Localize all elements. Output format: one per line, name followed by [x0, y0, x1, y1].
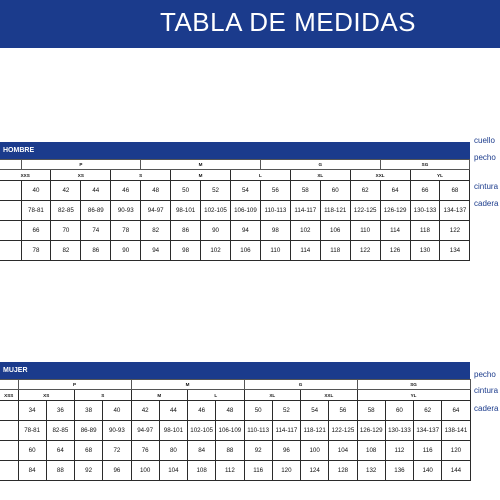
value-cell: 118	[320, 241, 350, 261]
value-cell: 48	[216, 401, 244, 421]
value-cell: 74	[81, 221, 111, 241]
value-cell: 116	[244, 461, 272, 481]
value-cell: 144	[442, 461, 470, 481]
value-cell: 82	[141, 221, 171, 241]
value-cell: 130-133	[410, 201, 440, 221]
value-cell: 100	[301, 441, 329, 461]
value-cell: 88	[46, 461, 74, 481]
value-cell: 102	[201, 241, 231, 261]
size-cell: XS	[51, 170, 111, 181]
size-row	[0, 170, 470, 181]
size-cell: XXL	[301, 390, 358, 401]
value-cell: 44	[159, 401, 187, 421]
value-cell: 122	[350, 241, 380, 261]
value-cell: 126	[380, 241, 410, 261]
value-cell: 60	[320, 181, 350, 201]
value-cell: 102	[290, 221, 320, 241]
value-cell: 124	[301, 461, 329, 481]
value-cell: 128	[329, 461, 357, 481]
value-cell: 88	[216, 441, 244, 461]
value-cell: 118-121	[301, 421, 329, 441]
value-cell: 112	[385, 441, 413, 461]
value-cell: 96	[272, 441, 300, 461]
group-cell	[0, 160, 21, 170]
group-cell: G	[260, 160, 380, 170]
value-cell: 86	[81, 241, 111, 261]
value-cell: 80	[159, 441, 187, 461]
group-cell: P	[21, 160, 141, 170]
side-label-cintura: cintura	[474, 182, 499, 191]
table-row-pecho-range	[0, 421, 470, 441]
value-cell: 42	[131, 401, 159, 421]
value-cell: 108	[357, 441, 385, 461]
row-label-cell	[0, 441, 18, 461]
value-cell: 58	[290, 181, 320, 201]
size-cell: XL	[244, 390, 301, 401]
size-cell: XXS	[0, 170, 51, 181]
side-label-pecho: pecho	[474, 370, 496, 379]
value-cell: 34	[18, 401, 46, 421]
size-cell: M	[171, 170, 231, 181]
value-cell: 132	[357, 461, 385, 481]
size-cell: YL	[357, 390, 470, 401]
value-cell: 38	[75, 401, 103, 421]
size-cell: YL	[410, 170, 470, 181]
value-cell: 94-97	[141, 201, 171, 221]
value-cell: 130-133	[385, 421, 413, 441]
value-cell: 106-109	[216, 421, 244, 441]
group-row	[0, 160, 470, 170]
value-cell: 90-93	[103, 421, 131, 441]
value-cell: 118	[410, 221, 440, 241]
value-cell: 108	[188, 461, 216, 481]
value-cell: 84	[18, 461, 46, 481]
value-cell: 72	[103, 441, 131, 461]
value-cell: 104	[159, 461, 187, 481]
value-cell: 60	[18, 441, 46, 461]
value-cell: 122-125	[329, 421, 357, 441]
value-cell: 54	[230, 181, 260, 201]
value-cell: 78	[111, 221, 141, 241]
row-label-cell	[0, 241, 21, 261]
side-label-pecho: pecho	[474, 153, 496, 162]
table-row-cadera	[0, 241, 470, 261]
row-label-cell	[0, 221, 21, 241]
table-row-cintura	[0, 441, 470, 461]
value-cell: 136	[385, 461, 413, 481]
value-cell: 126-129	[380, 201, 410, 221]
value-cell: 48	[141, 181, 171, 201]
size-cell: S	[111, 170, 171, 181]
size-cell: M	[131, 390, 188, 401]
value-cell: 44	[81, 181, 111, 201]
value-cell: 94	[141, 241, 171, 261]
value-cell: 50	[171, 181, 201, 201]
value-cell: 40	[103, 401, 131, 421]
value-cell: 86	[171, 221, 201, 241]
value-cell: 54	[301, 401, 329, 421]
value-cell: 98	[171, 241, 201, 261]
value-cell: 62	[350, 181, 380, 201]
page-title: TABLA DE MEDIDAS	[160, 7, 417, 37]
table-row-pecho	[0, 201, 470, 221]
value-cell: 120	[442, 441, 470, 461]
value-cell: 50	[244, 401, 272, 421]
value-cell: 52	[272, 401, 300, 421]
value-cell: 134	[440, 241, 470, 261]
row-label-cell	[0, 401, 18, 421]
value-cell: 64	[442, 401, 470, 421]
value-cell: 106-109	[230, 201, 260, 221]
value-cell: 106	[230, 241, 260, 261]
value-cell: 92	[75, 461, 103, 481]
value-cell: 86-89	[75, 421, 103, 441]
value-cell: 102-105	[201, 201, 231, 221]
value-cell: 78	[21, 241, 51, 261]
value-cell: 84	[188, 441, 216, 461]
row-label-cell	[0, 181, 21, 201]
group-cell: SG	[357, 380, 470, 390]
value-cell: 82-85	[51, 201, 81, 221]
value-cell: 78-81	[21, 201, 51, 221]
size-table-hombre	[0, 159, 470, 261]
section-header-mujer: MUJER	[0, 362, 470, 379]
size-row	[0, 390, 470, 401]
group-cell	[0, 380, 18, 390]
side-label-cintura: cintura	[474, 386, 499, 395]
value-cell: 98-101	[171, 201, 201, 221]
value-cell: 96	[103, 461, 131, 481]
value-cell: 78-81	[18, 421, 46, 441]
size-cell: L	[230, 170, 290, 181]
side-label-cadera: cadera	[474, 199, 499, 208]
group-cell: M	[131, 380, 244, 390]
value-cell: 46	[111, 181, 141, 201]
value-cell: 110	[260, 241, 290, 261]
size-cell: XXL	[350, 170, 410, 181]
value-cell: 52	[201, 181, 231, 201]
value-cell: 62	[414, 401, 442, 421]
value-cell: 114	[380, 221, 410, 241]
value-cell: 122-125	[350, 201, 380, 221]
value-cell: 66	[21, 221, 51, 241]
value-cell: 42	[51, 181, 81, 201]
group-cell: P	[18, 380, 131, 390]
value-cell: 114-117	[290, 201, 320, 221]
side-label-cuello: cuello	[474, 136, 495, 145]
value-cell: 56	[260, 181, 290, 201]
value-cell: 130	[410, 241, 440, 261]
row-label-cell	[0, 461, 18, 481]
section-header-hombre: HOMBRE	[0, 142, 470, 159]
value-cell: 94	[230, 221, 260, 241]
table-row-pecho	[0, 401, 470, 421]
value-cell: 86-89	[81, 201, 111, 221]
value-cell: 98	[260, 221, 290, 241]
value-cell: 106	[320, 221, 350, 241]
value-cell: 68	[440, 181, 470, 201]
table-row-cadera	[0, 461, 470, 481]
value-cell: 64	[380, 181, 410, 201]
value-cell: 114	[290, 241, 320, 261]
group-cell: G	[244, 380, 357, 390]
value-cell: 82	[51, 241, 81, 261]
value-cell: 110-113	[244, 421, 272, 441]
row-label-cell	[0, 421, 18, 441]
value-cell: 68	[75, 441, 103, 461]
size-cell: XSS	[0, 390, 18, 401]
value-cell: 138-141	[442, 421, 470, 441]
value-cell: 100	[131, 461, 159, 481]
value-cell: 94-97	[131, 421, 159, 441]
value-cell: 110-113	[260, 201, 290, 221]
size-table-mujer	[0, 379, 471, 481]
value-cell: 70	[51, 221, 81, 241]
value-cell: 114-117	[272, 421, 300, 441]
value-cell: 116	[414, 441, 442, 461]
value-cell: 110	[350, 221, 380, 241]
value-cell: 90	[111, 241, 141, 261]
value-cell: 134-137	[440, 201, 470, 221]
group-cell: SG	[380, 160, 470, 170]
group-cell: M	[141, 160, 261, 170]
value-cell: 40	[21, 181, 51, 201]
value-cell: 120	[272, 461, 300, 481]
table-row-cintura	[0, 221, 470, 241]
value-cell: 60	[385, 401, 413, 421]
value-cell: 90-93	[111, 201, 141, 221]
value-cell: 122	[440, 221, 470, 241]
group-row	[0, 380, 470, 390]
size-cell: S	[75, 390, 132, 401]
value-cell: 66	[410, 181, 440, 201]
value-cell: 90	[201, 221, 231, 241]
size-cell: XL	[290, 170, 350, 181]
value-cell: 98-101	[159, 421, 187, 441]
title-banner	[0, 0, 500, 48]
side-label-cadera: cadera	[474, 404, 499, 413]
size-cell: XS	[18, 390, 75, 401]
value-cell: 64	[46, 441, 74, 461]
value-cell: 118-121	[320, 201, 350, 221]
value-cell: 56	[329, 401, 357, 421]
value-cell: 46	[188, 401, 216, 421]
row-label-cell	[0, 201, 21, 221]
value-cell: 92	[244, 441, 272, 461]
value-cell: 58	[357, 401, 385, 421]
value-cell: 76	[131, 441, 159, 461]
table-row-cuello	[0, 181, 470, 201]
value-cell: 36	[46, 401, 74, 421]
value-cell: 82-85	[46, 421, 74, 441]
value-cell: 134-137	[414, 421, 442, 441]
value-cell: 140	[414, 461, 442, 481]
value-cell: 126-129	[357, 421, 385, 441]
value-cell: 102-105	[188, 421, 216, 441]
value-cell: 112	[216, 461, 244, 481]
size-cell: L	[188, 390, 245, 401]
value-cell: 104	[329, 441, 357, 461]
